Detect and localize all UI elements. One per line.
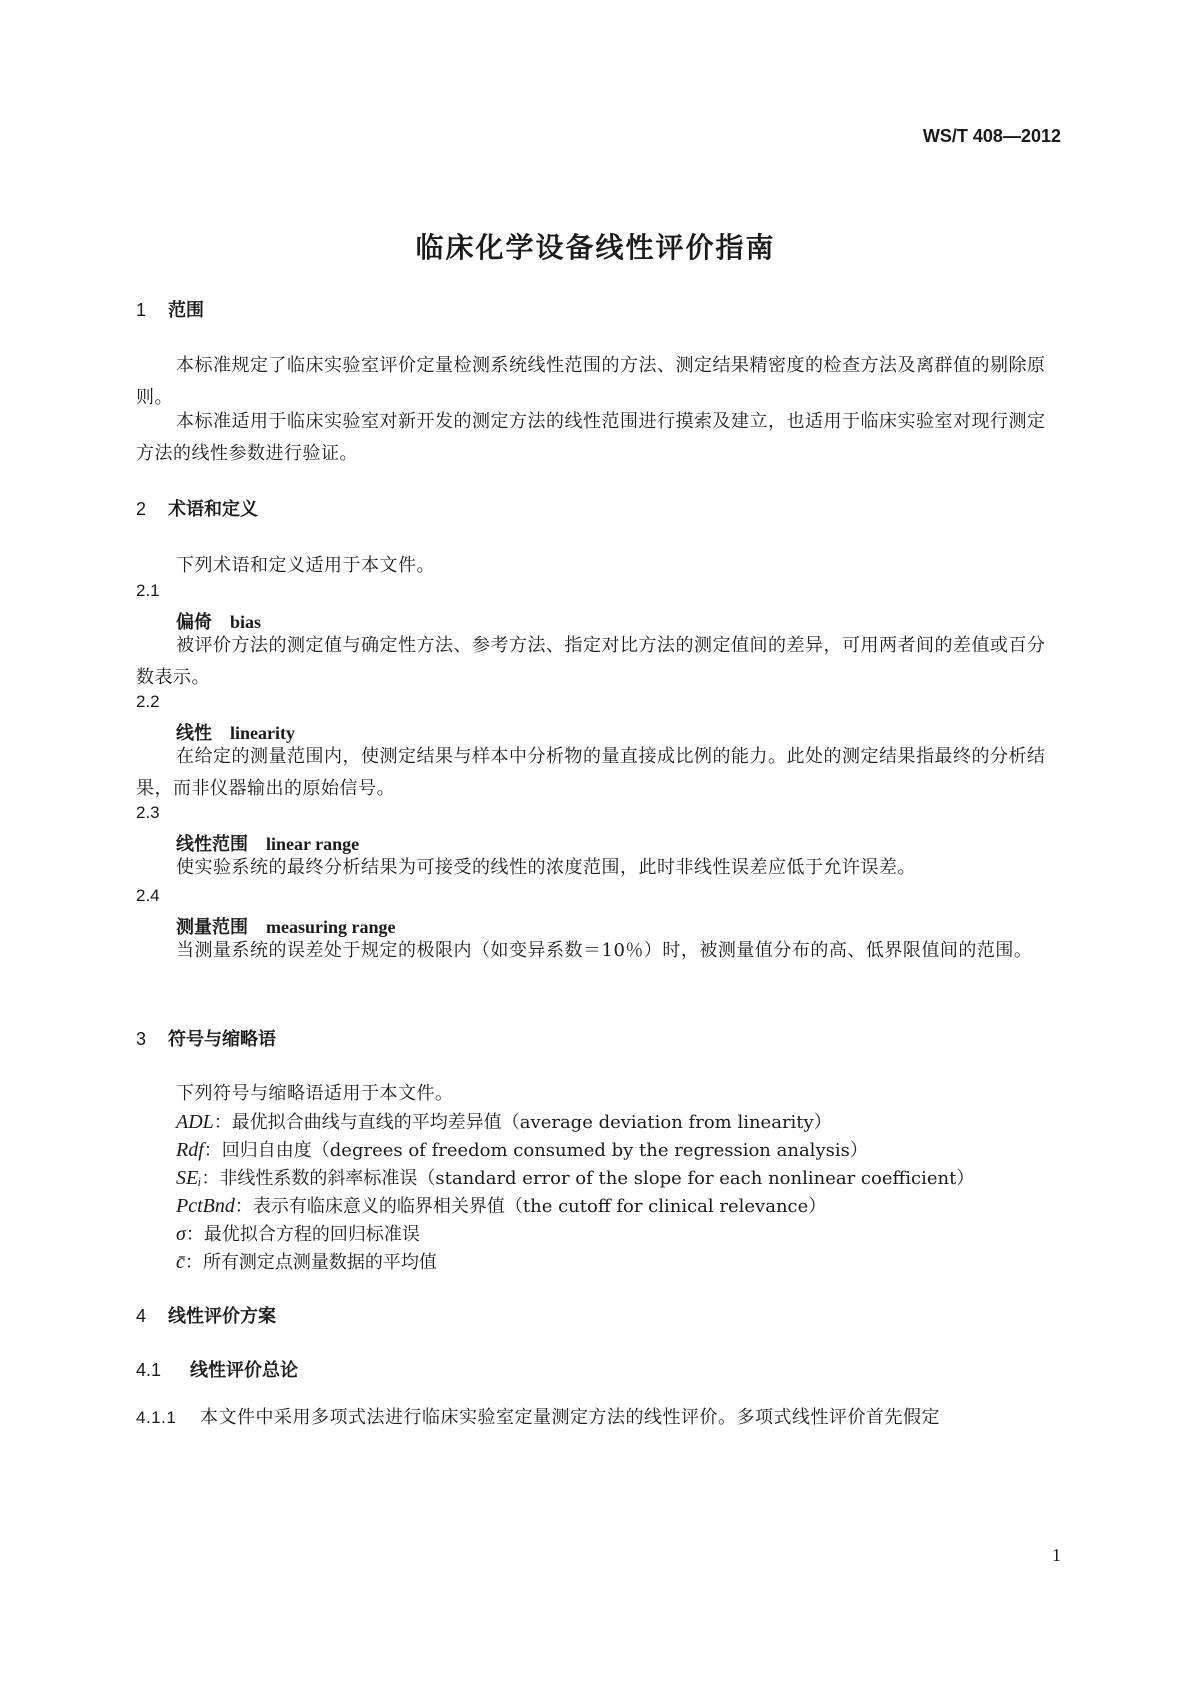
term-definition: 使实验系统的最终分析结果为可接受的线性的浓度范围，此时非线性误差应低于允许误差。 — [176, 857, 916, 878]
subsection-number: 4.1 — [136, 1360, 162, 1380]
section-title: 术语和定义 — [168, 499, 258, 520]
term-cn: 线性范围 — [176, 834, 248, 855]
symbol-description: ：非线性系数的斜率标准误（standard error of the slope for each nonlinear coefficient） — [201, 1168, 975, 1189]
section-4-heading — [136, 1302, 276, 1328]
symbol: PctBnd — [176, 1195, 235, 1217]
page-number: 1 — [1052, 1545, 1061, 1565]
term-en: linear range — [266, 834, 360, 854]
section-2-heading — [136, 495, 258, 521]
symbol: Rdf — [176, 1139, 204, 1161]
section-title: 线性评价方案 — [168, 1306, 276, 1327]
subsection-4-1-heading — [136, 1356, 298, 1382]
section-title: 范围 — [168, 300, 204, 321]
section-number: 4 — [136, 1306, 147, 1326]
symbol-description: ：表示有临床意义的临界相关界值（the cutoff for clinical relevance） — [234, 1196, 827, 1217]
paragraph: 本标准适用于临床实验室对新开发的测定方法的线性范围进行摸索及建立，也适用于临床实验室对现行测定方法的线性参数进行验证。 — [136, 411, 1046, 464]
clause-paragraph — [136, 1402, 1056, 1434]
symbol-entry — [176, 1136, 868, 1162]
section-number: 2 — [136, 499, 147, 519]
term-en: measuring range — [266, 917, 396, 937]
clause-number: 2.4 — [136, 886, 160, 905]
section-1-heading — [136, 296, 204, 322]
term-cn: 线性 — [176, 723, 212, 744]
term-cn: 测量范围 — [176, 917, 248, 938]
term-definition: 当测量系统的误差处于规定的极限内（如变异系数＝10％）时，被测量值分布的高、低界限值间的范围。 — [176, 940, 1033, 961]
paragraph: 下列术语和定义适用于本文件。 — [176, 555, 435, 576]
paragraph: 本标准规定了临床实验室评价定量检测系统线性范围的方法、测定结果精密度的检查方法及离群值的剔除原则。 — [136, 355, 1046, 408]
document-title: 临床化学设备线性评价指南 — [415, 231, 776, 264]
symbol-entry — [176, 1192, 826, 1218]
symbol-description: ：所有测定点测量数据的平均值 — [184, 1252, 437, 1273]
symbol-description: ：回归自由度（degrees of freedom consumed by the regression analysis） — [203, 1140, 868, 1161]
clause-number: 4.1.1 — [136, 1408, 177, 1427]
section-title: 符号与缩略语 — [168, 1029, 276, 1050]
term-cn: 偏倚 — [176, 612, 212, 633]
paragraph: 下列符号与缩略语适用于本文件。 — [176, 1083, 454, 1104]
clause-number: 2.3 — [136, 803, 160, 822]
symbol-entry — [176, 1248, 437, 1274]
symbol-description: ：最优拟合曲线与直线的平均差异值（average deviation from linearity） — [213, 1112, 832, 1133]
term-definition: 在给定的测量范围内，使测定结果与样本中分析物的量直接成比例的能力。此处的测定结果指最终的分析结果，而非仪器输出的原始信号。 — [136, 746, 1046, 799]
symbol: ADL — [176, 1111, 214, 1133]
clause-number: 2.2 — [136, 692, 160, 711]
section-number: 1 — [136, 300, 147, 320]
symbol-entry — [176, 1164, 974, 1190]
clause-number: 2.1 — [136, 581, 160, 600]
section-number: 3 — [136, 1029, 147, 1049]
symbol-entry — [176, 1220, 420, 1246]
term-en: linearity — [230, 723, 295, 743]
term-en: bias — [230, 612, 262, 632]
symbol: σ — [176, 1223, 186, 1245]
symbol: SEᵢ — [176, 1167, 202, 1189]
standard-code: WS/T 408—2012 — [922, 126, 1061, 146]
subsection-title: 线性评价总论 — [190, 1360, 298, 1381]
term-definition: 被评价方法的测定值与确定性方法、参考方法、指定对比方法的测定值间的差异，可用两者间的差值或百分数表示。 — [136, 635, 1046, 688]
symbol-description: ：最优拟合方程的回归标准误 — [185, 1224, 420, 1245]
clause-text: 本文件中采用多项式法进行临床实验室定量测定方法的线性评价。多项式线性评价首先假定 — [200, 1407, 940, 1428]
section-3-heading — [136, 1025, 276, 1051]
symbol: c̄ — [176, 1251, 185, 1273]
symbol-entry — [176, 1108, 832, 1134]
